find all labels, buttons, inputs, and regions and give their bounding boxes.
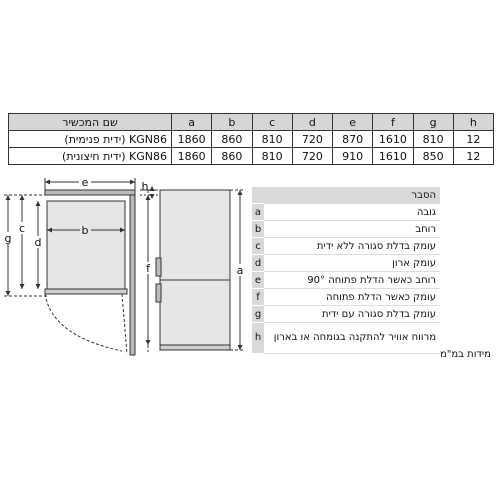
value-cell: 12: [453, 148, 493, 165]
side-wall: [130, 195, 135, 355]
legend-desc: עומק כאשר הדלת פתוחה: [264, 289, 440, 306]
model-cell: KGN86 (ידית פנימית): [9, 131, 172, 148]
label-g: g: [4, 232, 12, 245]
value-cell: 1610: [373, 148, 413, 165]
legend-item: [252, 221, 440, 238]
unit-note: מידות במ"מ: [440, 349, 491, 360]
legend-item: [252, 238, 440, 255]
value-cell: 720: [292, 148, 332, 165]
value-cell: 870: [333, 131, 373, 148]
value-cell: 12: [453, 131, 493, 148]
value-cell: 1860: [172, 131, 212, 148]
header-cell: h: [453, 114, 493, 131]
legend-key: e: [252, 272, 264, 289]
legend-item: [252, 204, 440, 221]
value-cell: 810: [252, 131, 292, 148]
header-cell: e: [333, 114, 373, 131]
header-cell: a: [172, 114, 212, 131]
legend-key: a: [252, 204, 264, 221]
header-cell: שם המכשיר: [9, 114, 172, 131]
value-cell: 720: [292, 131, 332, 148]
legend-table: [252, 187, 440, 354]
legend-header: [252, 187, 440, 204]
legend-key: g: [252, 306, 264, 323]
label-f: f: [146, 262, 150, 275]
fridge-body-top: [47, 201, 125, 289]
value-cell: 810: [413, 131, 453, 148]
legend-item: [252, 289, 440, 306]
legend-title: הסבר: [264, 187, 440, 204]
header-cell: f: [373, 114, 413, 131]
legend-item: [252, 255, 440, 272]
value-cell: 860: [212, 131, 252, 148]
top-wall: [45, 190, 135, 195]
door-swing-arc: [45, 294, 122, 351]
value-cell: 910: [333, 148, 373, 165]
value-cell: 810: [252, 148, 292, 165]
legend-desc: גובה: [264, 204, 440, 221]
label-a: a: [236, 264, 244, 277]
value-cell: 860: [212, 148, 252, 165]
legend-key: b: [252, 221, 264, 238]
legend-key: c: [252, 238, 264, 255]
label-d: d: [34, 236, 42, 249]
legend-desc: עומק ארון: [264, 255, 440, 272]
header-cell: c: [252, 114, 292, 131]
legend-key: f: [252, 289, 264, 306]
legend-key: h: [252, 323, 264, 354]
legend-desc: רוחב כאשר הדלת פתוחה 90°: [264, 272, 440, 289]
legend-item: [252, 272, 440, 289]
label-b: b: [81, 224, 89, 237]
label-e: e: [81, 176, 89, 189]
model-cell: KGN86 (ידית חיצונית): [9, 148, 172, 165]
legend-item: [252, 306, 440, 323]
front-view: [140, 190, 245, 352]
fridge-door-top: [45, 289, 127, 294]
legend-key: d: [252, 255, 264, 272]
header-cell: d: [292, 114, 332, 131]
header-cell: g: [413, 114, 453, 131]
upper-handle: [156, 258, 161, 276]
fridge-plinth: [160, 345, 230, 350]
value-cell: 850: [413, 148, 453, 165]
lower-handle: [156, 284, 161, 302]
legend-desc: מרווח אוויר להתקנה בגומחה או בארון: [264, 323, 440, 354]
value-cell: 1860: [172, 148, 212, 165]
legend-desc: עומק בדלת סגורה ללא ידית: [264, 238, 440, 255]
door-open-line: [122, 294, 127, 354]
legend-item: [252, 323, 440, 354]
label-h: h: [141, 180, 149, 193]
legend-desc: רוחב: [264, 221, 440, 238]
fridge-body-front: [160, 190, 230, 350]
top-view: [4, 178, 135, 355]
value-cell: 1610: [373, 131, 413, 148]
header-cell: b: [212, 114, 252, 131]
legend-desc: עומק בדלת סגורה עם ידית: [264, 306, 440, 323]
label-c: c: [18, 222, 26, 235]
